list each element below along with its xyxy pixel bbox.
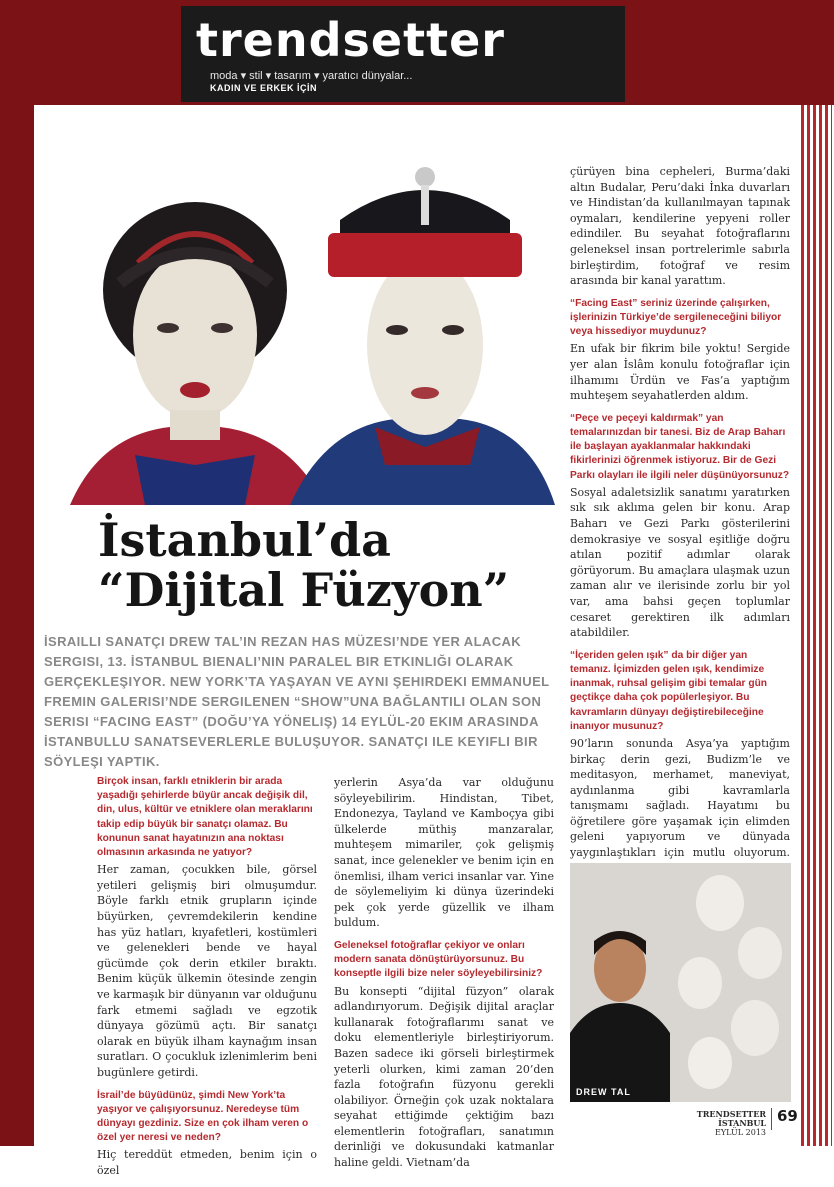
magazine-logo-title: trendsetter: [196, 13, 505, 67]
text-column-3: [570, 164, 790, 931]
interview-answer: çürüyen bina cepheleri, Burma’daki altın Budalar, Peru’daki İnka duvarları ve Hindistan’da kullanılmayan tapınak oymaları, kendilerine yepyeni roller edindiler. Bu seyahat fotoğraflarını geleneksel insan portrelerimle sabırla birleştirdim, fotoğraf ve resim arasında bir kanal yarattım.: [570, 165, 790, 288]
interview-answer: 90’ların sonunda Asya’ya yaptığım birkaç derin gezi, Budizm’le ve meditasyon, merhamet, maneviyat, aydınlanma gibi kavramlarla tanışmamı sağladı. Hayatımı bu öğretilere göre yaşamak için elimden geleni yapıyorum ve dünyada yaygınlaştıkları için mutlu oluyorum.: [570, 736, 790, 860]
interview-question: “İçeriden gelen ışık” da bir diğer yan temanız. İçimizden gelen ışık, kendimize inanmak, ruhsal gelişim gibi temalar gün geçtikçe daha çok popülerleşiyor. Bu kavramların dünyayı değiştirebileceğine inanıyor musunuz?: [570, 649, 768, 732]
main-artwork-photo: [40, 165, 563, 505]
interview-question: “Facing East” seriniz üzerinde çalışırken, işlerinizin Türkiye’de sergileneceğini biliyor veya hissediyor muydunuz?: [570, 297, 782, 338]
page-number: 69: [777, 1107, 798, 1125]
interview-answer: Her zaman, çocukken bile, görsel yetileri gelişmiş biri olmuşumdur. Böyle farklı etnik grupların içinde büyürken, çevremdekilerin kendine has yüz hatları, kıyafetleri, kostümleri ve gelenekleri bende ve hayal gücümde çok derin etkiler bıraktı. Benim küçük ülkemin ötesinde zengin ve karmaşık bir dünyanın var olduğunu fark etmemi sağladı ve egzotik dünyaya gözümü açtı. Bir sanatçı olarak en büyük ilham kaynağım insan suratları. O çocukluk izlenimlerim beni bugünlere getirdi.: [97, 863, 317, 1079]
photo-credit-label: DREW TAL: [576, 1087, 631, 1097]
footer-issue: EYLÜL 2013: [715, 1128, 766, 1137]
interview-question: “Peçe ve peçeyi kaldırmak” yan temalarınızdan bir tanesi. Biz de Arap Baharı ile başlayan ayaklanmalar hakkındaki fikirlerinizi öğrenmek istiyoruz. Bir de Gezi Parkı olayları ile ilgili neler düşünüyorsunuz?: [570, 412, 790, 481]
text-column-1: [97, 775, 317, 1187]
page-footer: [676, 1110, 766, 1137]
article-headline: [98, 515, 578, 615]
headline-line-2: “Dijital Füzyon”: [98, 563, 510, 617]
portrait-illustration: [570, 863, 791, 1102]
interview-answer: Hiç tereddüt etmeden, benim için o özel: [97, 1148, 317, 1177]
interview-question: İsrail’de büyüdünüz, şimdi New York’ta yaşıyor ve çalışıyorsunuz. Neredeyse tüm dünyayı gezdiniz. Size en çok ilham veren o özel yer neresi ve neden?: [97, 1089, 309, 1144]
magazine-tagline: moda ▾ stil ▾ tasarım ▾ yaratıcı dünyalar...: [210, 70, 413, 82]
artist-portrait-photo: [570, 863, 791, 1102]
article-lead: İSRAILLI SANATÇI DREW TAL’IN REZAN HAS MÜZESI’NDE YER ALACAK SERGISI, 13. İSTANBUL BIENALI’NIN PARALEL BIR ETKINLIĞI OLARAK GERÇEKLEŞIYOR. NEW YORK’TA YAŞAYAN VE AYNI ŞEHIRDEKI EMMANUEL FREMIN GALERISI’NDE SERGILENEN “SHOW”UNA BAĞLANTILI OLAN SON SERISI “FACING EAST” (DOĞU’YA YÖNELIŞ) 14 EYLÜL-20 EKIM ARASINDA İSTANBULLU SANATSEVERLERLE BULUŞUYOR. SANATÇI ILE KEYIFLI BIR SÖYLEŞI YAPTIK.: [44, 634, 550, 769]
right-frame-stripes: [798, 105, 832, 1146]
interview-answer: En ufak bir fikrim bile yoktu! Sergide yer alan İslâm konulu fotoğraflar için ilhamımı Ürdün ve Fas’a yaptığım muhteşem seyahatlerden aldım.: [570, 342, 790, 403]
text-column-2: [334, 775, 554, 1179]
footer-divider: [771, 1108, 772, 1130]
interview-question: Geleneksel fotoğraflar çekiyor ve onları modern sanata dönüştürüyorsunuz. Bu konseptle ilgili bize neler söyleyebilirsiniz?: [334, 939, 543, 980]
headline-line-1: İstanbul’da: [98, 513, 391, 567]
left-frame: [0, 105, 34, 1146]
footer-publication: TRENDSETTER İSTANBUL: [696, 1109, 766, 1128]
artwork-illustration: [40, 165, 563, 505]
magazine-tagline-secondary: KADIN VE ERKEK İÇİN: [210, 83, 318, 93]
interview-question: Birçok insan, farklı etniklerin bir arada yaşadığı şehirlerde büyür ancak değişik dil, din, ulus, kültür ve etniklere olan meraklarını takip edip büyük bir sanatçı olamaz. Bu konunun sanat hayatınızın ana noktası olmasının arkasında ne yatıyor?: [97, 776, 313, 859]
interview-answer: Bu konsepti “dijital füzyon” olarak adlandırıyorum. Değişik dijital araçlar kullanarak fotoğraflarımı sanat ve doku elementleriyle birleştiriyorum. Bazen sadece iki görseli birleştirmek yeterli olurken, kimi zaman 20’den fazla fotoğrafın füzyonu gerekli olabiliyor. Örneğin çok uzak noktalara seyahat ettiğimde çektiğim bazı elementlerin fotoğrafları, sanatımın derinliği ve dokusundaki katmanlar haline geldi. Vietnam’da: [334, 984, 554, 1170]
interview-answer: yerlerin Asya’da var olduğunu söyleyebilirim. Hindistan, Tibet, Endonezya, Tayland ve Kamboçya gibi ülkelerde müthiş manzaralar, muhteşem mimariler, çok gelişmiş sanat, ince gelenekler ve benim için en önemlisi, ilham verici insanlar var. Yine de söylemeliyim ki dünya üzerindeki pek çok yerde güzellik ve ilham buldum.: [334, 776, 554, 930]
interview-answer: Sosyal adaletsizlik sanatımı yaratırken sık sık aklıma gelen bir konu. Arap Baharı ve Gezi Parkı gösterilerini demokrasiye ve sosyal eşitliğe doğru atılan pozitif adımlar olarak görüyorum. Bu amaçlara ulaşmak uzun zaman alır ve ilerisinde zorlu bir yol var, ama bahsi geçen toplumlar cesaret gerektiren ilk adımları atabildiler.: [570, 485, 790, 640]
